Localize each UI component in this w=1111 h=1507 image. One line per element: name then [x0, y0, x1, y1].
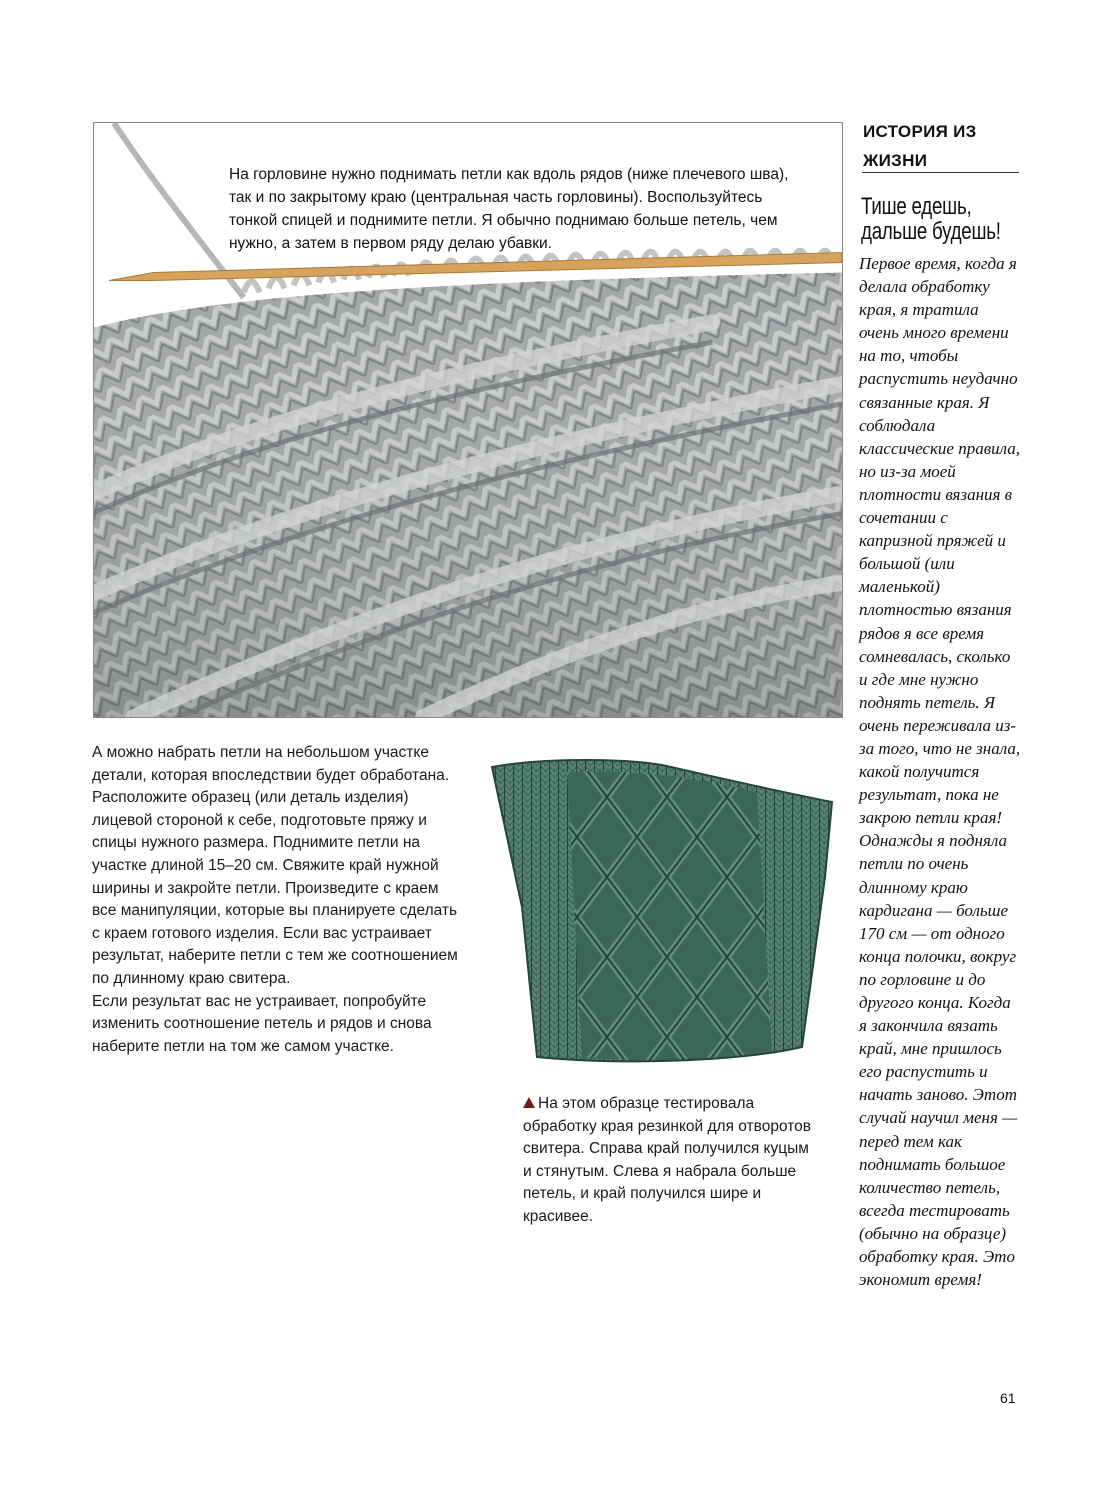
page-number: 61 — [1000, 1390, 1016, 1406]
knitting-photo-grey — [93, 122, 843, 718]
green-swatch-photo — [487, 757, 837, 1072]
sidebar-story: Первое время, когда я делала обработку края, я тратила очень много времени на то, чтобы распустить неудачно связанные края. Я соблюдала классические правила, но из-за моей плотности вязания в сочетании с капризной пряжей и большой (или маленькой) плотностью вязания рядов я все время сомневалась, сколько и где мне нужно поднять петель. Я очень переживала из-за того, что не знала, какой получится результат, пока не закрою петли края! Однажды я подняла петли по очень длинному краю кардигана — больше 170 см — от одного конца полочки, вокруг по горловине и до другого конца. Когда я закончила вязать край, мне пришлось его распустить и начать заново. Этот случай научил меня — перед тем как поднимать большое количество петель, всегда тестировать (обычно на образце) обработку края. Это экономит время! — [859, 254, 1021, 1290]
swatch-caption — [523, 1093, 815, 1229]
body-text — [92, 742, 460, 1058]
sidebar-heading: Тише едешь, дальше будешь! — [861, 193, 1001, 245]
body-paragraph-2: Если результат вас не устраивает, попробуйте изменить соотношение петель и рядов и снова наберите петли на том же самом участке. — [92, 992, 432, 1055]
body-paragraph-1: А можно набрать петли на небольшом участке детали, которая впоследствии будет обработана. Расположите образец (или деталь изделия) лицевой стороной к себе, подготовьте пряжу и спицы нужного размера. Поднимите петли на участке длиной 15–20 см. Свяжите край нужной ширины и закройте петли. Произведите с краем все манипуляции, которые вы планируете сделать с краем готового изделия. Если вас устраивает результат, наберите петли с тем же соотношением по длинному краю свитера. — [92, 744, 458, 987]
sidebar-title: ИСТОРИЯ ИЗ ЖИЗНИ — [863, 122, 977, 170]
sidebar-divider — [862, 172, 1019, 173]
photo-caption: На горловине нужно поднимать петли как вдоль рядов (ниже плечевого шва), так и по закрытому краю (центральная часть горловины). Воспользуйтесь тонкой спицей и поднимите петли. Я обычно поднимаю больше петель, чем нужно, а затем в первом ряду делаю убавки. — [229, 166, 789, 252]
swatch-caption-text: На этом образце тестировала обработку края резинкой для отворотов свитера. Справа край получился куцым и стянутым. Слева я набрала больше петель, и край получился шире и красивее. — [523, 1095, 812, 1225]
triangle-marker-icon — [523, 1097, 535, 1108]
green-ribbed-swatch-image — [487, 757, 837, 1072]
